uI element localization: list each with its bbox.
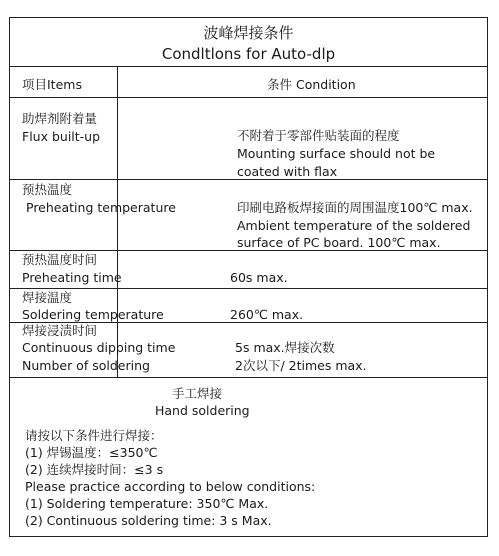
row-flux-cond-2: Mounting surface should not be [237,146,436,161]
row-flux-item-zh: 助焊剂附着量 [22,111,98,126]
row-dipping-item-en: Continuous dipping time [22,340,176,355]
row-dipping-cond-2: 2次以下/ 2times max. [235,358,367,373]
hand-line-1: 请按以下条件进行焊接： [25,428,163,443]
title-zh: 波峰焊接条件 [203,24,294,42]
row-solder-temp-item-en: Soldering temperature [22,307,164,322]
header-condition: 条件 Condition [267,77,356,92]
row-solder-temp-cond: 260℃ max. [230,307,304,322]
row-solder-temp-item-zh: 焊接温度 [22,290,73,305]
row-preheat-item-zh: 预热温度 [22,182,73,197]
row-flux-cond-1: 不附着于零部件贴装面的程度 [237,128,400,143]
hand-title-zh: 手工焊接 [172,386,223,401]
hand-line-6: (2) Continuous soldering time: 3 s Max. [25,513,272,528]
row-preheat-cond-2: Ambient temperature of the soldered [237,218,471,233]
row-dipping-item-en2: Number of soldering [22,358,150,373]
hand-line-2: (1) 焊锡温度：≤350℃ [25,445,158,460]
row-preheat-item-en: Preheating temperature [26,200,176,215]
rule-title [10,66,487,67]
rule-row5 [10,377,487,378]
rule-header [10,97,487,98]
row-preheat-cond-3: surface of PC board. 100℃ max. [237,235,441,250]
hand-line-5: (1) Soldering temperature: 350℃ Max. [25,496,269,511]
row-dipping-cond-1: 5s max.焊接次数 [235,340,335,355]
hand-title-en: Hand soldering [155,403,250,418]
title-en: Condltlons for Auto-dlp [161,45,336,63]
row-preheat-cond-1: 印刷电路板焊接面的周围温度100℃ max. [237,200,473,215]
row-flux-item-en: Flux built-up [22,129,101,144]
column-divider [117,66,118,377]
row-preheat-time-cond: 60s max. [230,270,288,285]
row-preheat-time-item-en: Preheating time [22,270,122,285]
row-flux-cond-3: coated with flax [237,164,338,179]
rule-row3 [10,288,487,289]
hand-line-4: Please practice according to below conditions: [25,479,316,494]
row-preheat-time-item-zh: 预热温度时间 [22,252,98,267]
conditions-table [9,17,488,537]
hand-line-3: (2) 连续焊接时间：≤3 s [25,462,164,477]
row-dipping-item-zh: 焊接浸渍时间 [22,323,98,338]
header-items: 项目Items [22,77,82,92]
